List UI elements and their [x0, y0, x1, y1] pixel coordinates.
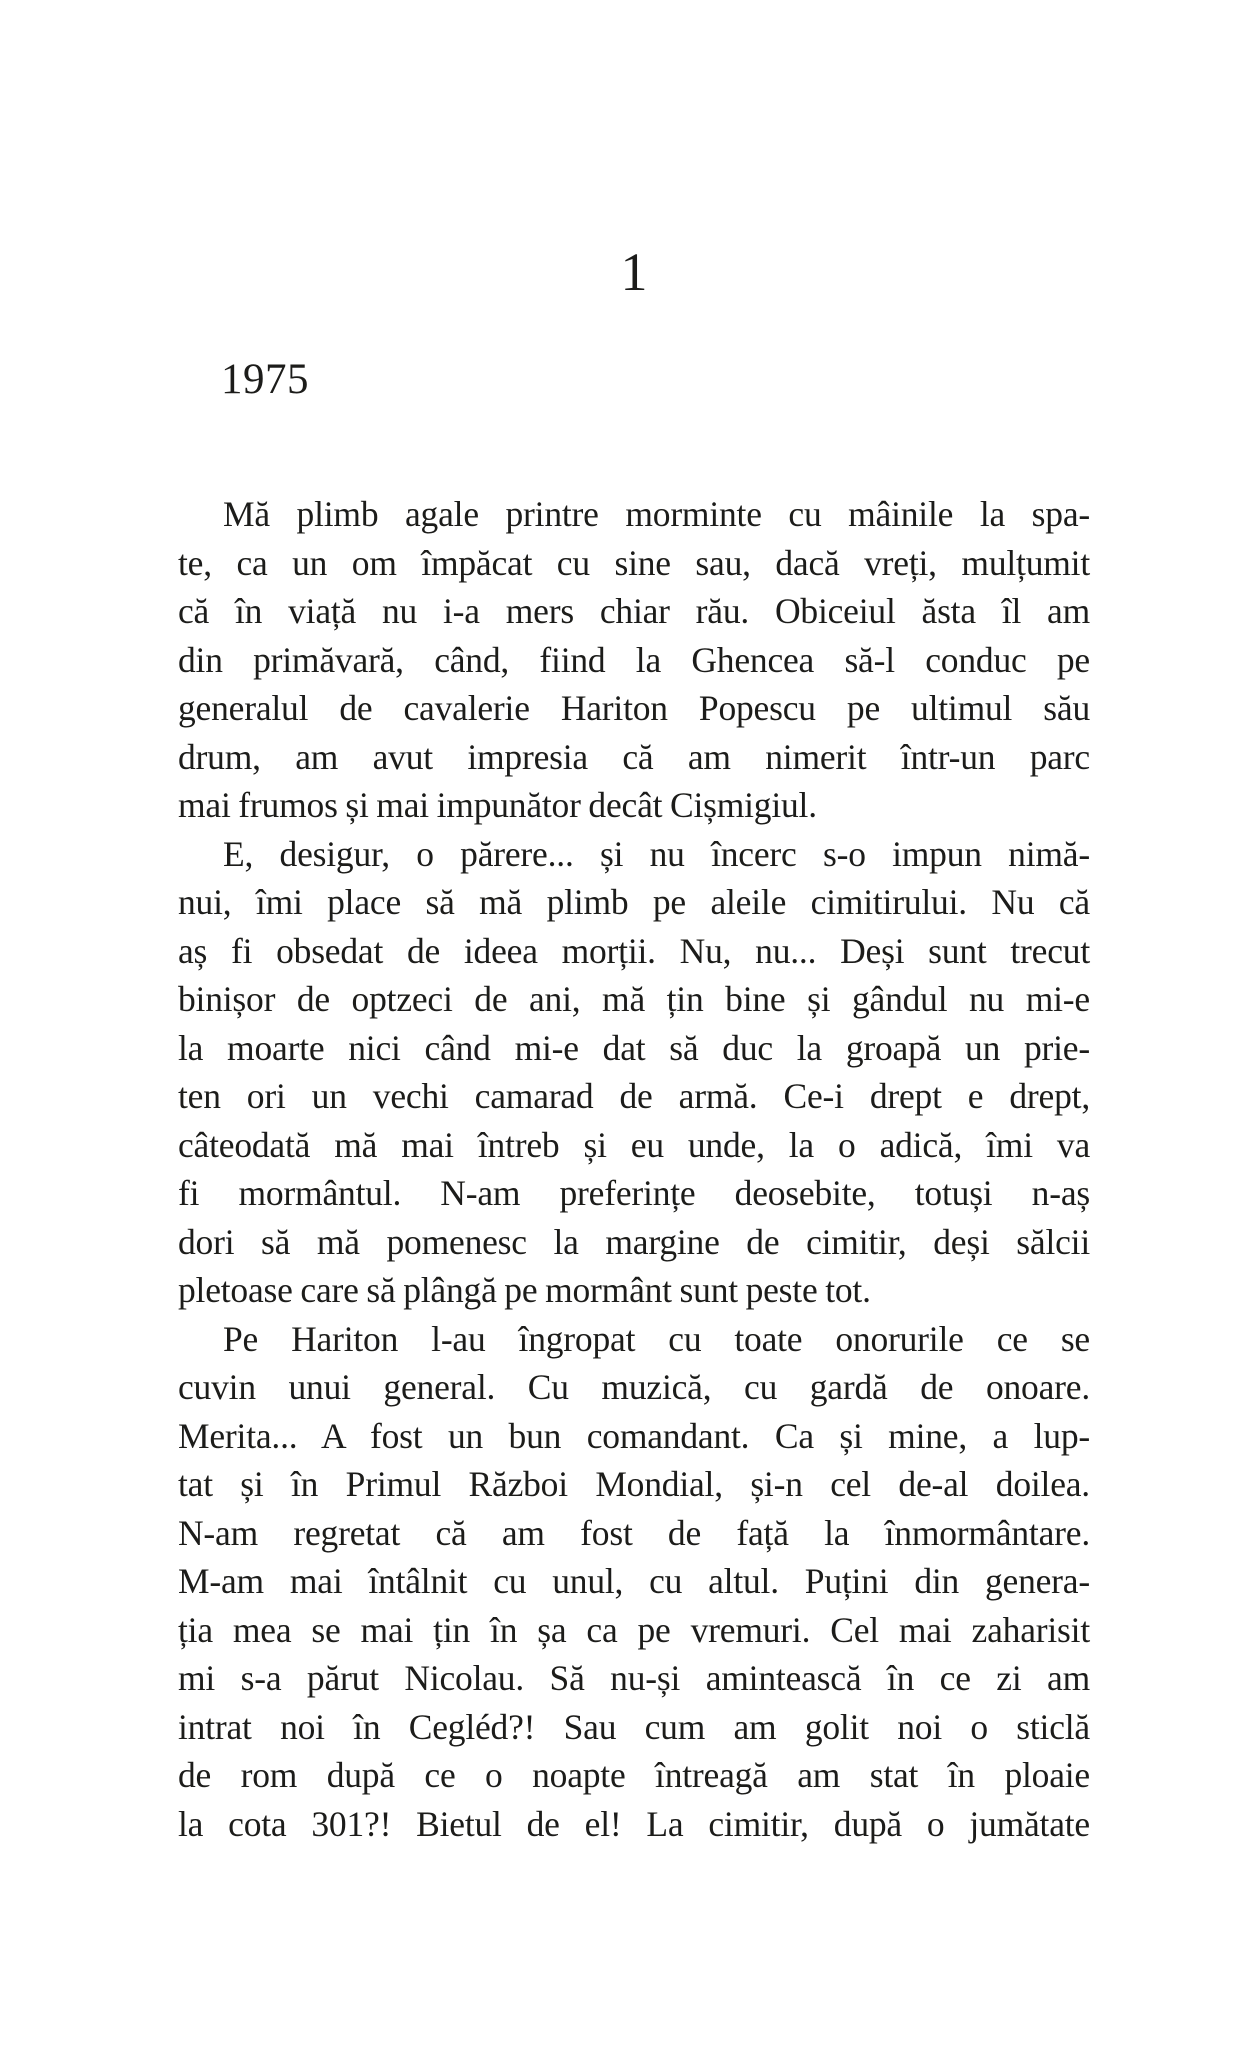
text-line: din primăvară, când, fiind la Ghencea să-l conduc pe	[178, 639, 1090, 680]
text-line: E, desigur, o părere... și nu încerc s-o impun nimă-	[223, 833, 1090, 874]
text-line: fi mormântul. N-am preferințe deosebite, totuși n-aș	[178, 1173, 1090, 1213]
text-line: drum, am avut impresia că am nimerit într-un parc	[178, 736, 1090, 777]
text-line: ten ori un vechi camarad de armă. Ce-i drept e drept,	[178, 1076, 1090, 1116]
text-line: te, ca un om împăcat cu sine sau, dacă vreți, mulțumit	[178, 542, 1090, 583]
text-line: N-am regretat că am fost de față la înmormântare.	[178, 1512, 1090, 1553]
text-line: câteodată mă mai întreb și eu unde, la o adică, îmi va	[178, 1124, 1090, 1165]
text-line: la cota 301?! Bietul de el! La cimitir, după o jumătate	[178, 1803, 1090, 1844]
text-line: dori să mă pomenesc la margine de cimitir, deși sălcii	[178, 1221, 1090, 1262]
text-line: pletoase care să plângă pe mormânt sunt peste tot.	[178, 1270, 871, 1310]
text-line: aș fi obsedat de ideea morții. Nu, nu... Deși sunt trecut	[178, 930, 1090, 971]
text-line: la moarte nici când mi-e dat să duc la groapă un prie-	[178, 1027, 1090, 1068]
text-line: de rom după ce o noapte întreagă am stat în ploaie	[178, 1755, 1090, 1795]
text-line: binișor de optzeci de ani, mă țin bine și gândul nu mi-e	[178, 979, 1090, 1019]
page-number: 1	[620, 242, 648, 302]
text-line: Pe Hariton l-au îngropat cu toate onorurile ce se	[223, 1318, 1090, 1359]
text-line: ția mea se mai țin în șa ca pe vremuri. Cel mai zaharisit	[178, 1609, 1090, 1650]
chapter-year-heading: 1975	[221, 356, 309, 403]
text-line: Mă plimb agale printre morminte cu mâinile la spa-	[223, 494, 1090, 534]
text-line: mi s-a părut Nicolau. Să nu-și amintească în ce zi am	[178, 1658, 1090, 1698]
text-line: tat și în Primul Război Mondial, și-n cel de-al doilea.	[178, 1464, 1090, 1504]
paragraph	[178, 490, 1090, 830]
text-line: cuvin unui general. Cu muzică, cu gardă de onoare.	[178, 1367, 1090, 1407]
text-line: mai frumos și mai impunător decât Cișmigiul.	[178, 785, 817, 825]
body-text	[178, 490, 1090, 1848]
text-line: intrat noi în Cegléd?! Sau cum am golit noi o sticlă	[178, 1706, 1090, 1747]
text-line: generalul de cavalerie Hariton Popescu pe ultimul său	[178, 688, 1090, 728]
text-line: M-am mai întâlnit cu unul, cu altul. Puțini din genera-	[178, 1561, 1090, 1601]
text-line: Merita... A fost un bun comandant. Ca și mine, a lup-	[178, 1415, 1090, 1456]
text-line: nui, îmi place să mă plimb pe aleile cimitirului. Nu că	[178, 882, 1090, 922]
text-line: că în viață nu i-a mers chiar rău. Obiceiul ăsta îl am	[178, 591, 1090, 631]
paragraph	[178, 1315, 1090, 1849]
paragraph	[178, 830, 1090, 1315]
